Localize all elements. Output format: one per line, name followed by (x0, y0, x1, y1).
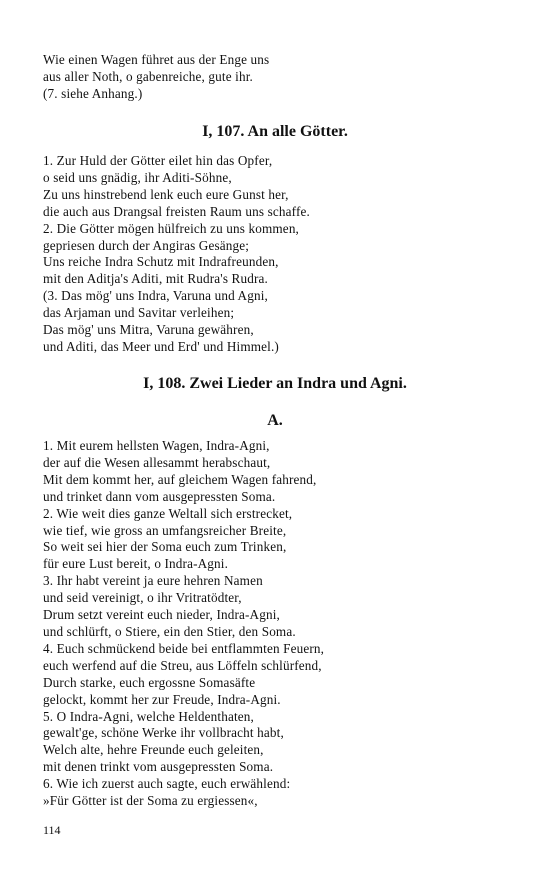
section-heading-108: I, 108. Zwei Lieder an Indra und Agni. (143, 375, 407, 392)
verse-line: und seid vereinigt, o ihr Vritratödter, (43, 590, 242, 606)
verse-line: 1. Zur Huld der Götter eilet hin das Opfer, (43, 153, 273, 168)
verse-line: das Arjaman und Savitar verleihen; (43, 305, 235, 321)
verse-line: 5. O Indra-Agni, welche Heldenthaten, (43, 708, 254, 724)
hymn-107-text (43, 153, 310, 356)
verse-line: Uns reiche Indra Schutz mit Indrafreunden, (43, 254, 279, 270)
verse-line: und schlürft, o Stiere, ein den Stier, den Soma. (43, 623, 296, 639)
verse-line: Drum setzt vereint euch nieder, Indra-Agni, (43, 607, 280, 623)
verse-line: für eure Lust bereit, o Indra-Agni. (43, 556, 229, 572)
intro-verse (43, 52, 269, 103)
verse-line: 1. Mit eurem hellsten Wagen, Indra-Agni, (43, 438, 270, 453)
verse-line: Durch starke, euch ergossne Somasäfte (43, 674, 256, 690)
verse-line: 3. Ihr habt vereint ja eure hehren Namen (43, 573, 263, 589)
verse-line: (7. siehe Anhang.) (43, 85, 143, 101)
section-heading-107: I, 107. An alle Götter. (202, 123, 348, 140)
verse-line: gepriesen durch der Angiras Gesänge; (43, 237, 250, 253)
verse-line: 6. Wie ich zuerst auch sagte, euch erwählend: (43, 776, 291, 792)
verse-line: Wie einen Wagen führet aus der Enge uns (43, 52, 270, 67)
page-number: 114 (43, 823, 61, 837)
verse-line: Welch alte, hehre Freunde euch geleiten, (43, 742, 264, 758)
verse-line: mit denen trinkt vom ausgepressten Soma. (43, 759, 274, 775)
verse-line: Zu uns hinstrebend lenk euch eure Gunst her, (43, 186, 289, 202)
verse-line: und Aditi, das Meer und Erd' und Himmel.) (43, 338, 279, 354)
verse-line: o seid uns gnädig, ihr Aditi-Söhne, (43, 169, 232, 185)
subsection-heading: A. (267, 412, 283, 429)
verse-line: gewalt'ge, schöne Werke ihr vollbracht habt, (43, 725, 284, 741)
verse-line: (3. Das mög' uns Indra, Varuna und Agni, (43, 288, 268, 304)
verse-line: gelockt, kommt her zur Freude, Indra-Agni. (43, 691, 281, 707)
verse-line: So weit sei hier der Soma euch zum Trinken, (43, 539, 287, 555)
hymn-108-text (43, 438, 324, 810)
verse-line: mit den Aditja's Aditi, mit Rudra's Rudra. (43, 271, 268, 287)
verse-line: wie tief, wie gross an umfangsreicher Breite, (43, 522, 287, 538)
verse-line: Das mög' uns Mitra, Varuna gewähren, (43, 322, 254, 338)
verse-line: 2. Wie weit dies ganze Weltall sich erstrecket, (43, 505, 293, 521)
verse-line: »Für Götter ist der Soma zu ergiessen«, (43, 793, 258, 809)
verse-line: 2. Die Götter mögen hülfreich zu uns kommen, (43, 220, 300, 236)
verse-line: Mit dem kommt her, auf gleichem Wagen fahrend, (43, 471, 317, 487)
verse-line: aus aller Noth, o gabenreiche, gute ihr. (43, 68, 253, 84)
verse-line: euch werfend auf die Streu, aus Löffeln schlürfend, (43, 657, 322, 673)
verse-line: der auf die Wesen allesammt herabschaut, (43, 454, 271, 470)
verse-line: 4. Euch schmückend beide bei entflammten Feuern, (43, 640, 325, 656)
verse-line: und trinket dann vom ausgepressten Soma. (43, 488, 276, 504)
verse-line: die auch aus Drangsal freisten Raum uns schaffe. (43, 203, 310, 219)
